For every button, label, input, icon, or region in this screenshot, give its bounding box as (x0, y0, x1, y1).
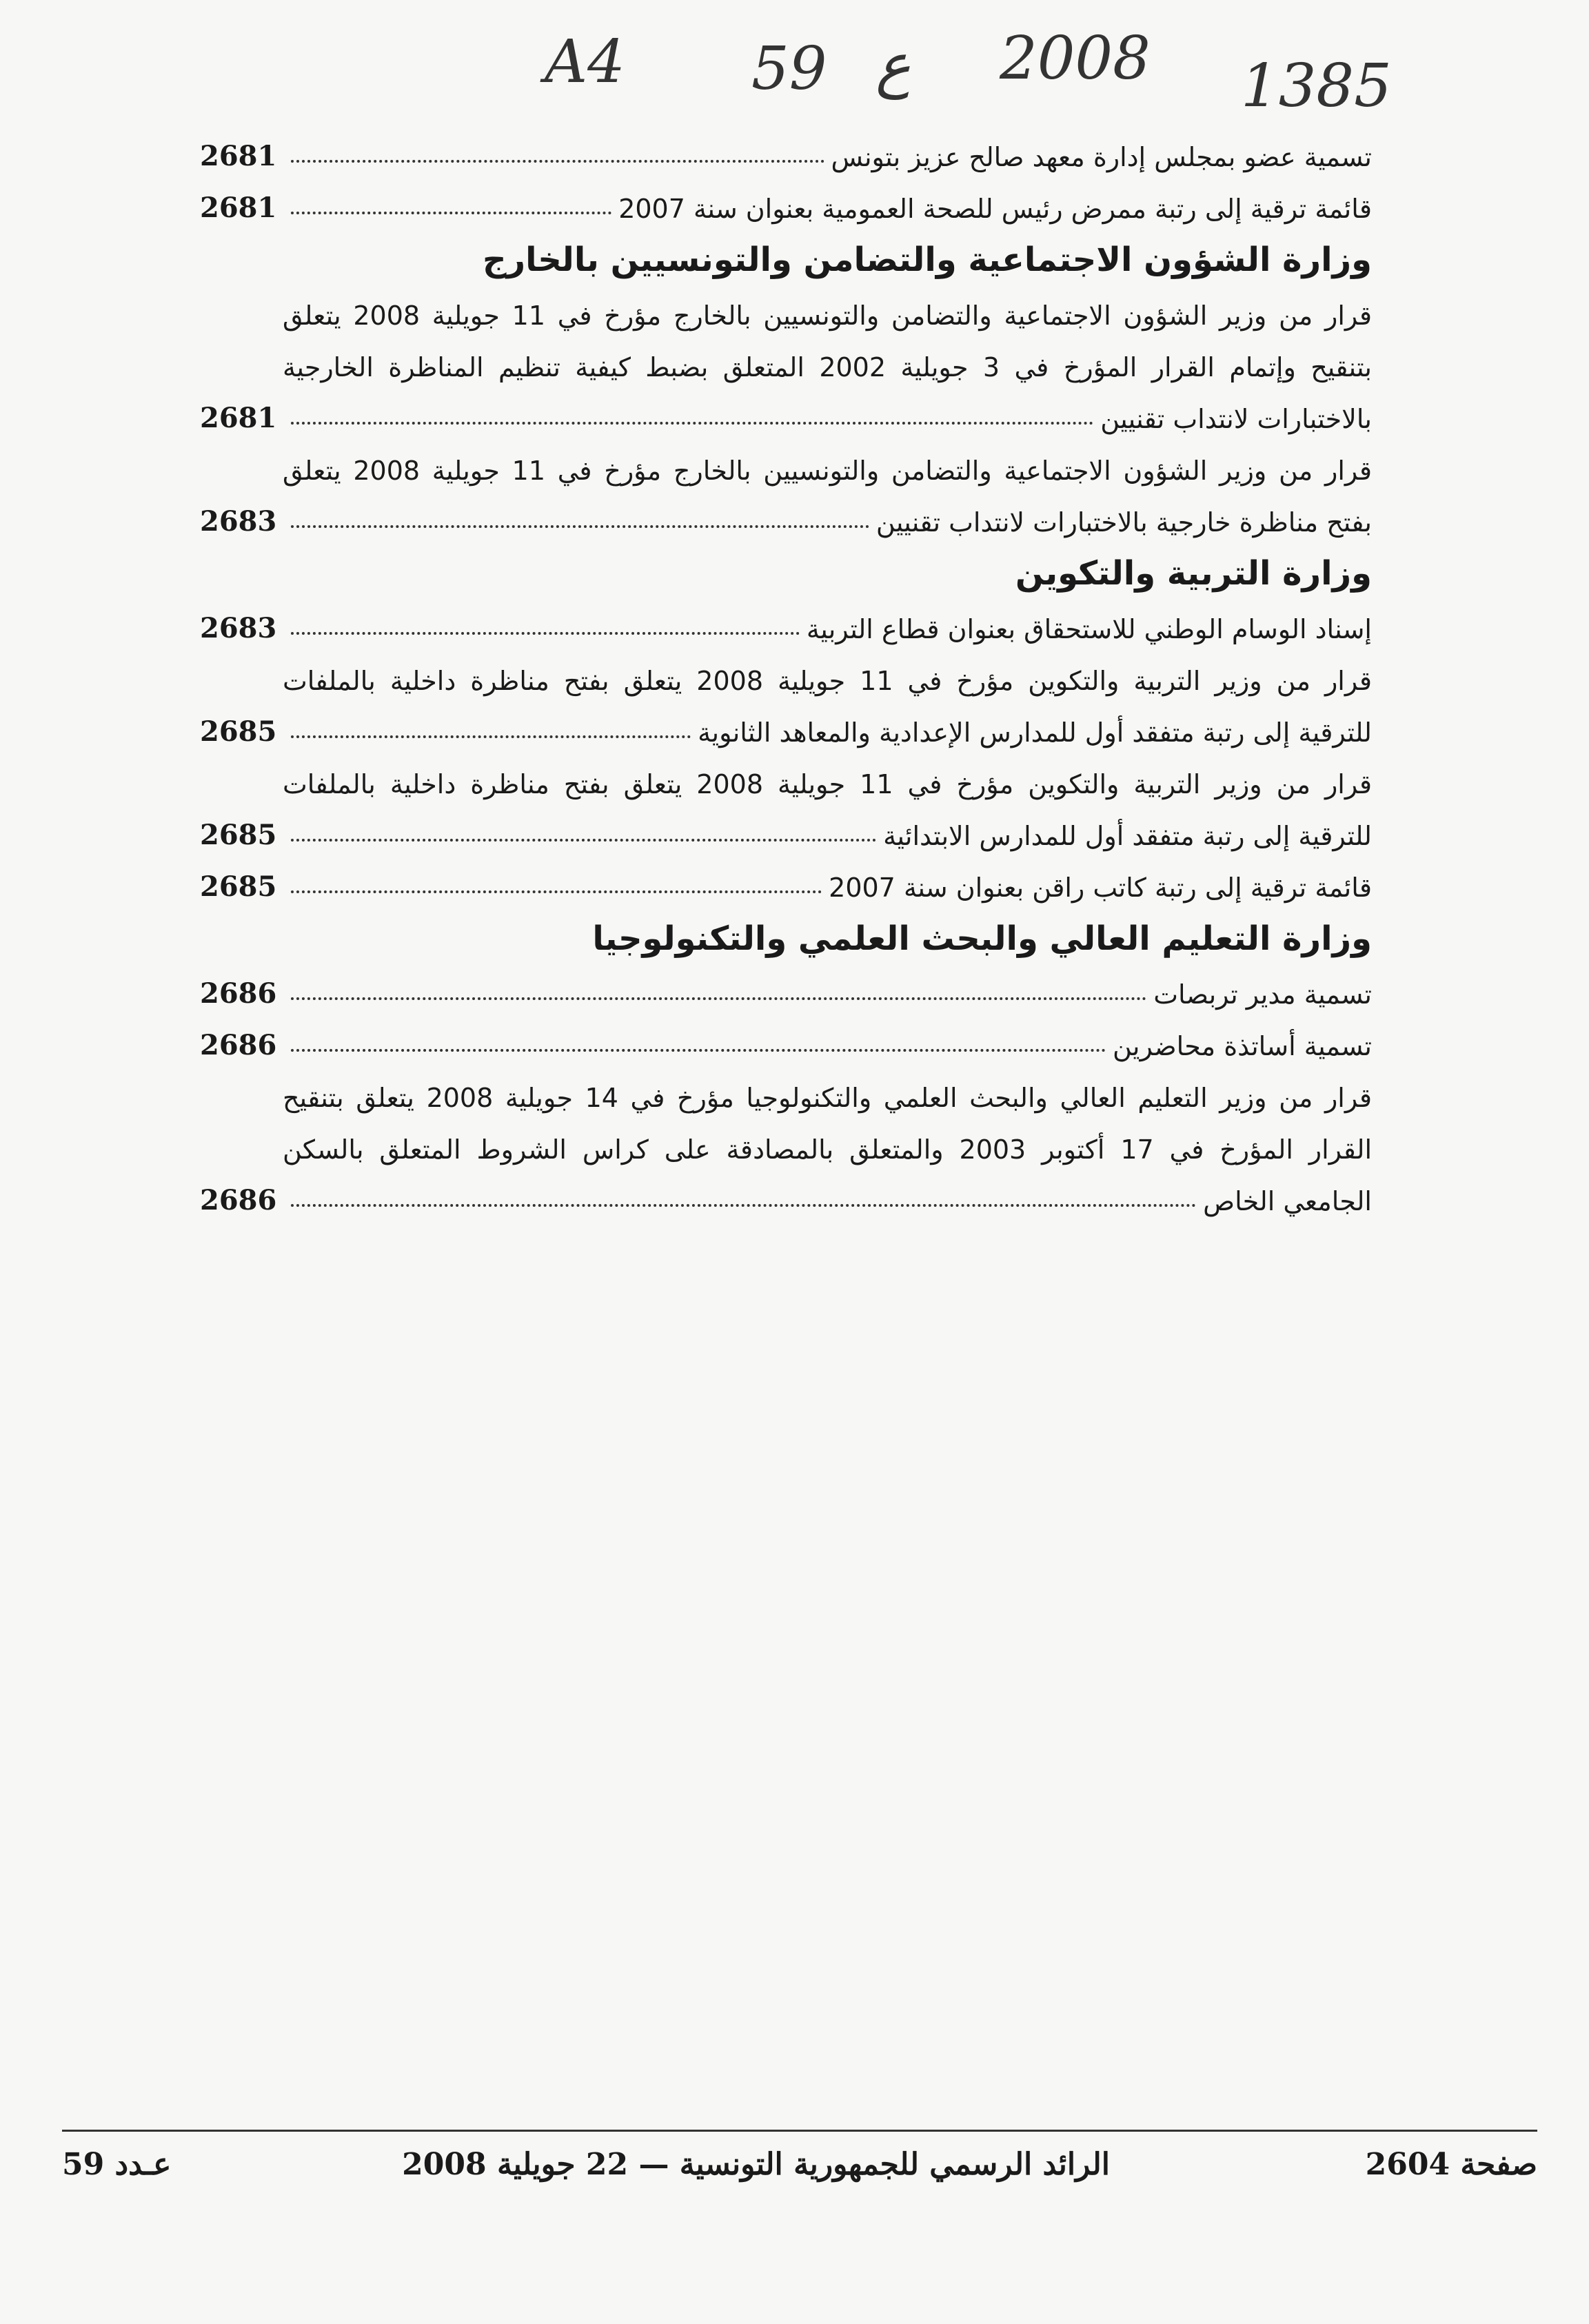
footer-journal-title: الرائد الرسمي للجمهورية التونسية — 22 جويلية 2008 (402, 2147, 1110, 2182)
entry-title: قائمة ترقية إلى رتبة ممرض رئيس للصحة العمومية بعنوان سنة 2007 (618, 194, 1372, 224)
entry-title: تسمية مدير تربصات (1153, 979, 1372, 1010)
dot-leader (291, 525, 869, 528)
entry-line: قرار من وزير الشؤون الاجتماعية والتضامن والتونسيين بالخارج مؤرخ في 11 جويلية 2008 يتعلق (283, 456, 1373, 486)
page-number: 2685 (200, 819, 277, 851)
page-number: 2686 (200, 1184, 277, 1216)
entry-title: الجامعي الخاص (1203, 1186, 1372, 1216)
toc-entry (200, 696, 1372, 748)
page-number: 2681 (200, 402, 277, 434)
toc-entry (200, 121, 1372, 172)
entry-line: قرار من وزير الشؤون الاجتماعية والتضامن والتونسيين بالخارج مؤرخ في 11 جويلية 2008 يتعلق (283, 300, 1373, 331)
footer-issue-number: عـدد 59 (62, 2147, 172, 2182)
entry-title: تسمية عضو بمجلس إدارة معهد صالح عزيز بتونس (831, 142, 1372, 172)
page-number: 2681 (200, 192, 277, 224)
dot-leader (291, 997, 1146, 1000)
page-number: 2681 (200, 140, 277, 172)
dot-leader (291, 735, 691, 738)
entry-title: للترقية إلى رتبة متفقد أول للمدارس الابتدائية (883, 821, 1372, 851)
page-number: 2685 (200, 870, 277, 903)
ministry-heading: وزارة التعليم العالي والبحث العلمي والتكنولوجيا (592, 919, 1372, 958)
toc-entry (200, 799, 1372, 851)
footer-divider (62, 2130, 1537, 2132)
entry-line: بتنقيح وإتمام القرار المؤرخ في 3 جويلية 2002 المتعلق بضبط كيفية تنظيم المناظرة الخارجية (283, 352, 1372, 383)
page-number: 2686 (200, 1029, 277, 1061)
annotation-letter: ع (876, 31, 911, 100)
entry-title: قائمة ترقية إلى رتبة كاتب راقن بعنوان سنة 2007 (829, 873, 1372, 903)
toc-entry (200, 486, 1372, 538)
entry-line: قرار من وزير التربية والتكوين مؤرخ في 11 جويلية 2008 يتعلق بفتح مناظرة داخلية بالملفات (283, 666, 1372, 696)
ministry-heading: وزارة الشؤون الاجتماعية والتضامن والتونسيين بالخارج (482, 241, 1372, 279)
annotation-number: 1385 (1241, 52, 1392, 121)
entry-line: قرار من وزير التربية والتكوين مؤرخ في 11 جويلية 2008 يتعلق بفتح مناظرة داخلية بالملفات (283, 769, 1372, 799)
dot-leader (291, 890, 822, 893)
toc-entry (200, 851, 1372, 903)
dot-leader (291, 160, 824, 163)
page-number: 2683 (200, 612, 277, 644)
dot-leader (291, 632, 800, 635)
page-number: 2683 (200, 505, 277, 538)
toc-entry (200, 172, 1372, 224)
footer-page-label: صفحة 2604 (1365, 2147, 1537, 2182)
entry-title: للترقية إلى رتبة متفقد أول للمدارس الإعدادية والمعاهد الثانوية (698, 717, 1372, 748)
page-number: 2685 (200, 715, 277, 748)
toc-entry (200, 593, 1372, 644)
dot-leader (291, 839, 876, 842)
handwritten-annotations (0, 14, 1589, 121)
page-footer (62, 2147, 1537, 2195)
entry-line: قرار من وزير التعليم العالي والبحث العلمي والتكنولوجيا مؤرخ في 14 جويلية 2008 يتعلق بتنقيح (283, 1083, 1372, 1113)
table-of-contents (200, 121, 1372, 1216)
dot-leader (291, 422, 1093, 425)
dot-leader (291, 1049, 1106, 1052)
annotation-year: 2008 (1000, 24, 1151, 93)
annotation-issue: 59 (751, 34, 827, 103)
toc-entry (200, 958, 1372, 1010)
entry-line: القرار المؤرخ في 17 أكتوبر 2003 والمتعلق بالمصادقة على كراس الشروط المتعلق بالسكن (283, 1134, 1372, 1165)
entry-title: بالاختبارات لانتداب تقنيين (1100, 404, 1372, 434)
dot-leader (291, 212, 611, 214)
entry-title: إسناد الوسام الوطني للاستحقاق بعنوان قطاع التربية (806, 614, 1372, 644)
ministry-heading: وزارة التربية والتكوين (1015, 554, 1372, 593)
annotation-a4: A4 (545, 28, 625, 96)
toc-entry (200, 1165, 1372, 1216)
page-number: 2686 (200, 977, 277, 1010)
toc-entry (200, 383, 1372, 434)
entry-title: تسمية أساتذة محاضرين (1112, 1031, 1372, 1061)
toc-entry (200, 1010, 1372, 1061)
dot-leader (291, 1204, 1196, 1207)
entry-title: بفتح مناظرة خارجية بالاختبارات لانتداب تقنيين (876, 507, 1372, 538)
